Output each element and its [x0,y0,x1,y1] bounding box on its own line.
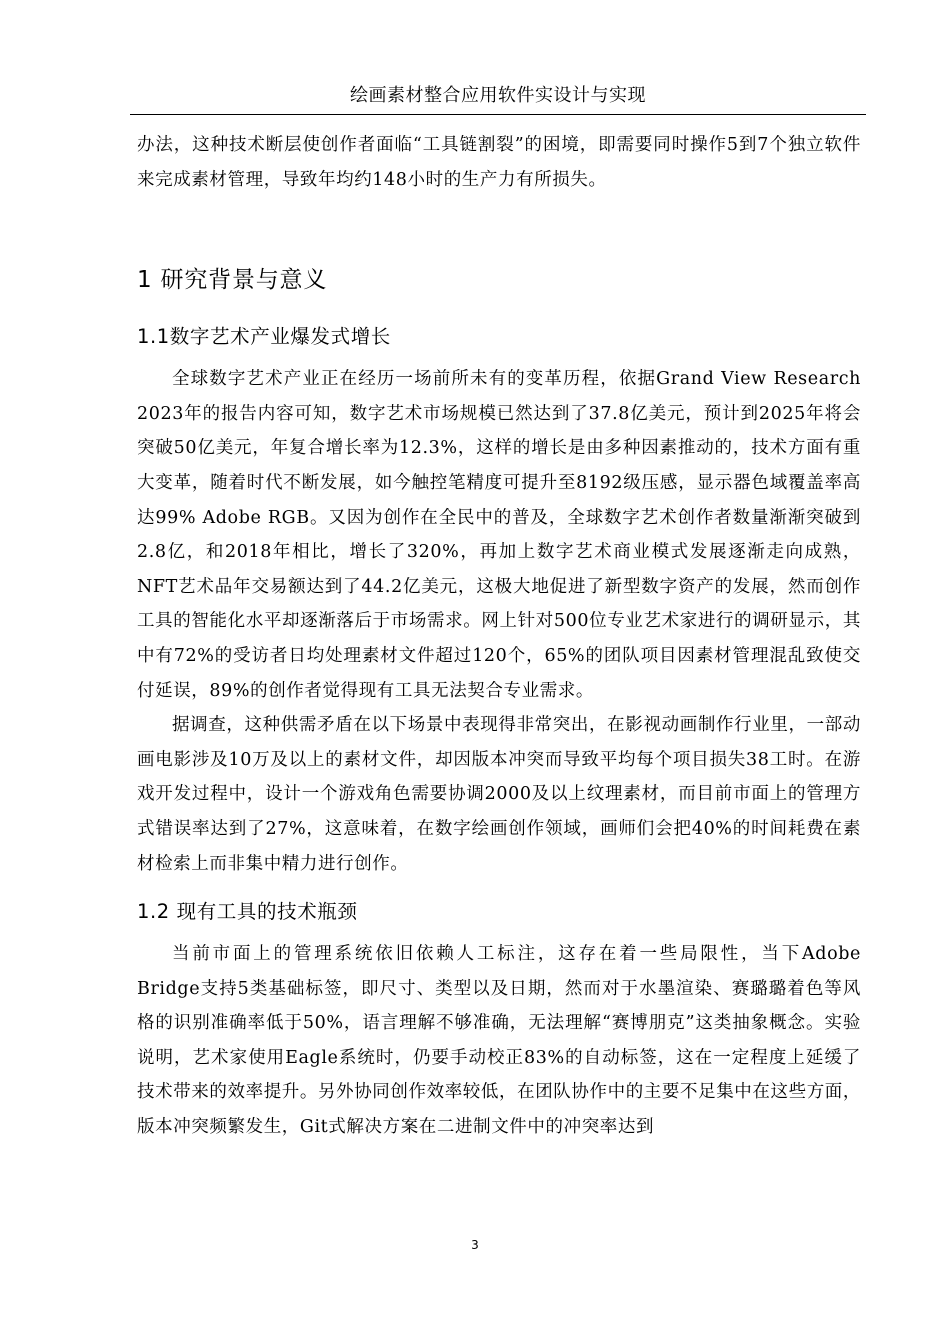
paragraph-market-growth: 全球数字艺术产业正在经历一场前所未有的变革历程，依据Grand View Research 2023年的报告内容可知，数字艺术市场规模已然达到了37.8亿美元，预计到2025年将会突破50亿美元，年复合增长率为12.3%，这样的增长是由多种因素推动的，技术方面有重大变革，随着时代不断发展，如今触控笔精度可提升至8192级压感，显示器色域覆盖率高达99% Adobe RGB。又因为创作在全民中的普及，全球数字艺术创作者数量渐渐突破到2.8亿，和2018年相比，增长了320%，再加上数字艺术商业模式发展逐渐走向成熟，NFT艺术品年交易额达到了44.2亿美元，这极大地促进了新型数字资产的发展，然而创作工具的智能化水平却逐渐落后于市场需求。网上针对500位专业艺术家进行的调研显示，其中有72%的受访者日均处理素材文件超过120个，65%的团队项目因素材管理混乱致使交付延误，89%的创作者觉得现有工具无法契合专业需求。 [137,369,861,701]
running-header-title: 绘画素材整合应用软件实设计与实现 [350,85,646,106]
intro-paragraph: 办法，这种技术断层使创作者面临“工具链割裂”的困境，即需要同时操作5到7个独立软件来完成素材管理，导致年均约148小时的生产力有所损失。 [137,135,861,190]
page-number: 3 [471,1238,479,1252]
subsection-heading-industry-growth: 1.1数字艺术产业爆发式增长 [137,325,391,349]
subsection-heading-technical-bottleneck: 1.2 现有工具的技术瓶颈 [137,900,358,924]
paragraph-tool-limitations: 当前市面上的管理系统依旧依赖人工标注，这存在着一些局限性，当下Adobe Bridge支持5类基础标签，即尺寸、类型以及日期，然而对于水墨渲染、赛璐璐着色等风格的识别准确率低于50%，语言理解不够准确，无法理解“赛博朋克”这类抽象概念。实验说明，艺术家使用Eagle系统时，仍要手动校正83%的自动标签，这在一定程度上延缓了技术带来的效率提升。另外协同创作效率较低，在团队协作中的主要不足集中在这些方面，版本冲突频繁发生，Git式解决方案在二进制文件中的冲突率达到 [137,944,861,1138]
paragraph-supply-demand-conflict: 据调查，这种供需矛盾在以下场景中表现得非常突出，在影视动画制作行业里，一部动画电影涉及10万及以上的素材文件，却因版本冲突而导致平均每个项目损失38工时。在游戏开发过程中，设计一个游戏角色需要协调2000及以上纹理素材，而目前市面上的管理方式错误率达到了27%，这意味着，在数字绘画创作领域，画师们会把40%的时间耗费在素材检索上而非集中精力进行创作。 [137,715,861,874]
header-divider [130,114,866,115]
page-body [137,128,861,1145]
section-heading-research-background: 1 研究背景与意义 [137,267,328,294]
